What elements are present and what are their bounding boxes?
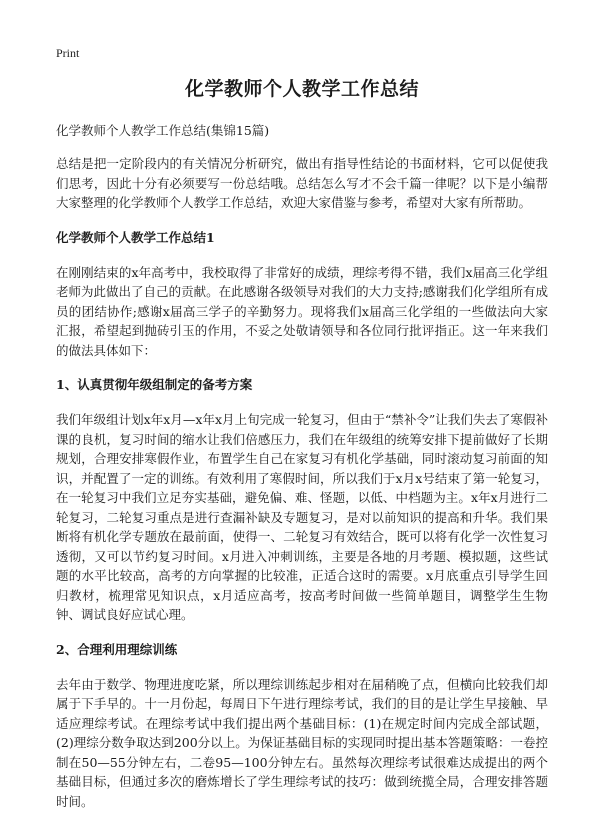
print-link[interactable]: Print [56, 46, 80, 60]
document-subtitle: 化学教师个人教学工作总结(集锦15篇) [56, 123, 270, 138]
point-heading-2: 2、合理利用理综训练 [56, 641, 178, 657]
document-body [56, 76, 548, 827]
page-title: 化学教师个人教学工作总结 [184, 78, 419, 100]
point1-paragraph: 我们年级组计划x年x月—x年x月上旬完成一轮复习，但由于“禁补令”让我们失去了寒假补课的良机，复习时间的缩水让我们倍感压力，我们在年级组的统筹安排下提前做好了长期规划，合理安排寒假作业，布置学生自己在家复习有机化学基础，同时滚动复习前面的知识，并配置了一定的训练。有效利用了寒假时间，所以我们于x月x号结束了第一轮复习，在一轮复习中我们立足夯实基础，避免偏、难、怪题，以低、中档题为主。x年x月进行二轮复习，二轮复习重点是进行查漏补缺及专题复习，是对以前知识的提高和升华。我们果断将有机化学专题放在最前面，使得一、二轮复习有效结合，既可以将有化学一次性复习透彻，又可以节约复习时间。x月进入冲刺训练，主要是各地的月考题、模拟题，这些试题的水平比较高，高考的方向掌握的比较准，正适合这时的需要。x月底重点引导学生回归教材，梳理常见知识点，x月适应高考，按高考时间做一些简单题目，调整学生生物钟、调试良好应试心理。 [56, 412, 548, 622]
point-heading-1: 1、认真贯彻年级组制定的备考方案 [56, 377, 253, 392]
section1-paragraph: 在刚刚结束的x年高考中，我校取得了非常好的成绩，理综考得不错，我们x届高三化学组老师为此做出了自己的贡献。在此感谢各级领导对我们的大力支持;感谢我们化学组所有成员的团结协作;感谢x届高三学子的辛勤努力。现将我们x届高三化学组的一些做法向大家汇报，希望起到抛砖引玉的作用，不妥之处敬请领导和各位同行批评指正。这一年来我们的做法具体如下： [56, 264, 548, 358]
point2-paragraph: 去年由于数学、物理进度吃紧，所以理综训练起步相对在届稍晚了点，但横向比较我们却属于下手早的。十一月份起，每周日下午进行理综考试，我们的目的是让学生早接触、早适应理综考试。在理综考试中我们提出两个基础目标：(1)在规定时间内完成全部试题，(2)理综分数争取达到200分以上。为保证基础目标的实现同时提出基本答题策略：一卷控制在50—55分钟左右，二卷95—100分钟左右。虽然每次理综考试很难达成提出的两个基础目标，但通过多次的磨炼增长了学生理综考试的技巧：做到统揽全局，合理安排答题时间。 [56, 676, 548, 809]
intro-paragraph: 总结是把一定阶段内的有关情况分析研究，做出有指导性结论的书面材料，它可以促使我们思考，因此十分有必须要写一份总结哦。总结怎么写才不会千篇一律呢？以下是小编帮大家整理的化学教师个人教学工作总结，欢迎大家借鉴与参考，希望对大家有所帮助。 [56, 156, 548, 210]
section-heading-1: 化学教师个人教学工作总结1 [56, 229, 215, 245]
